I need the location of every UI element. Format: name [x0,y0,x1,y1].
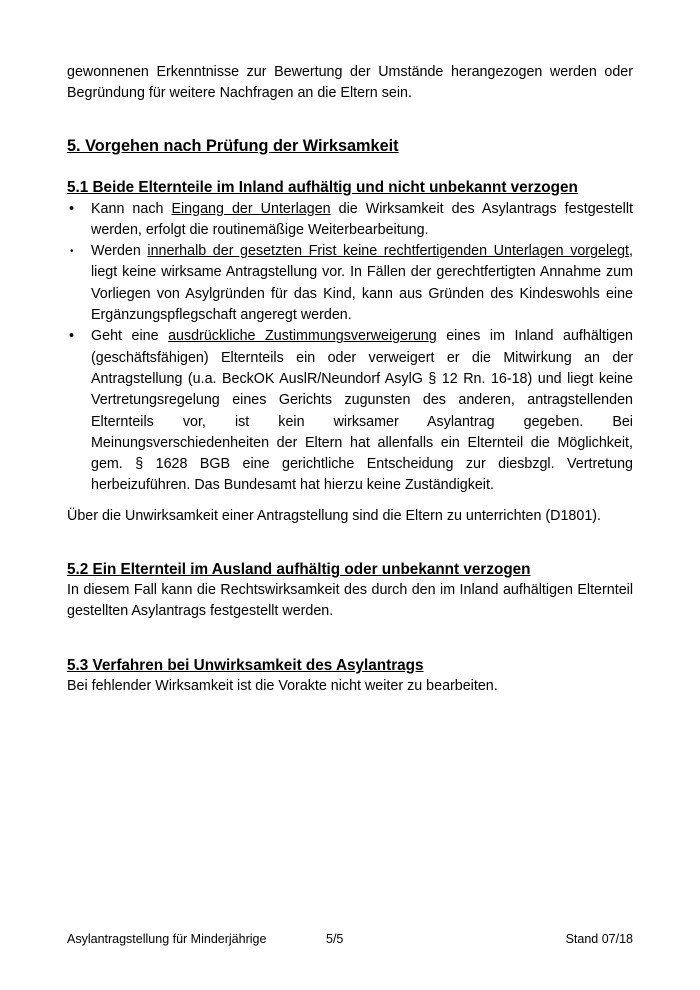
section-5-2-heading: 5.2 Ein Elternteil im Ausland aufhältig oder unbekannt verzogen [67,561,531,579]
section-5-1-heading: 5.1 Beide Elternteile im Inland aufhältig und nicht unbekannt verzogen [67,178,578,196]
list-item: • Kann nach Eingang der Unterlagen die Wirksamkeit des Asylantrags festgestellt werden, erfolgt die routinemäßige Weiterbearbeitung. [69,200,633,238]
section-5-3-text: Bei fehlender Wirksamkeit ist die Vorakte nicht weiter zu bearbeiten. [67,677,498,694]
section-5-2-text: In diesem Fall kann die Rechtswirksamkeit des durch den im Inland aufhältigen Elternteil gestellten Asylantrags festgestellt werden. [67,582,633,620]
footer-title: Asylantragstellung für Minderjährige [67,932,267,946]
underlined-phrase: innerhalb der gesetzten Frist keine rechtfertigenden Unterlagen vorgelegt [147,243,630,260]
footer-version: Stand 07/18 [565,932,633,946]
list-item: • Geht eine ausdrückliche Zustimmungsverweigerung eines im Inland aufhältigen (geschäftsfähigen) Elternteils ein oder verweigert er die Mitwirkung an der Antragstellung (u.a. BeckOK AuslR/Neundorf AsylG § 12 Rn. 16-18) und liegt keine Vertretungsregelung eines Gerichts zugunsten des anderen, antragstellenden Elternteils vor, ist kein wirksamer Asylantrag gegeben. Bei Meinungsverschiedenheiten der Eltern hat allenfalls ein Elternteil die Möglichkeit, gem. § 1628 BGB eine gerichtliche Entscheidung zur diesbzgl. Vertretung herbeizuführen. Das Bundesamt hat hierzu keine Zuständigkeit. [69,328,633,494]
underlined-phrase: ausdrückliche Zustimmungsverweigerung [168,328,437,345]
document-page [67,62,633,697]
intro-paragraph: gewonnenen Erkenntnisse zur Bewertung der Umstände herangezogen werden oder Begründung für weitere Nachfragen an die Eltern sein. [67,64,633,102]
section-5-1-note: Über die Unwirksamkeit einer Antragstellung sind die Eltern zu unterrichten (D1801). [67,507,602,524]
section-5-heading: 5. Vorgehen nach Prüfung der Wirksamkeit [67,136,399,155]
bullet-icon: • [69,200,75,217]
section-5-1-list [67,199,633,497]
page-footer [67,932,633,952]
bullet-icon: • [70,246,74,258]
page-number: 5/5 [326,932,344,946]
bullet-icon: • [69,328,75,345]
list-item: • Werden innerhalb der gesetzten Frist keine rechtfertigenden Unterlagen vorgelegt, liegt keine wirksame Antragstellung vor. In Fällen der gerechtfertigten Annahme zum Vorliegen von Asylgründen für das Kind, kann aus Gründen des Kindeswohls eine Ergänzungspflegschaft angeregt werden. [70,243,633,324]
section-5-3-heading: 5.3 Verfahren bei Unwirksamkeit des Asylantrags [67,656,424,674]
underlined-phrase: Eingang der Unterlagen [171,200,331,217]
